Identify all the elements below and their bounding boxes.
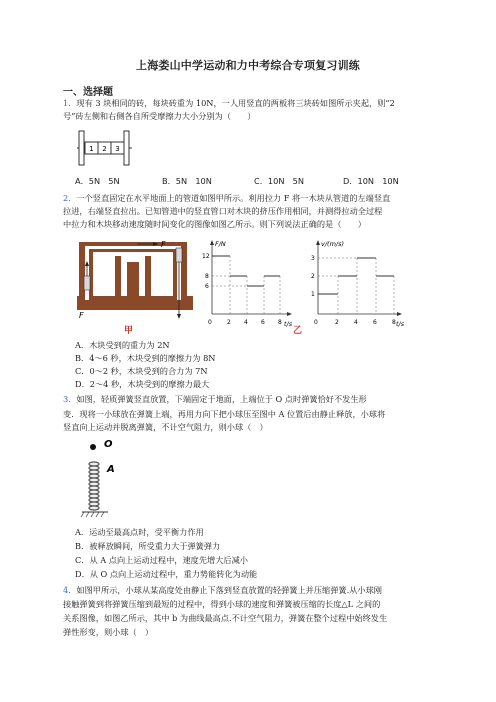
graph1-xtick-0: 0 xyxy=(208,319,212,326)
point-a-label: A xyxy=(107,464,115,475)
graph1-ytick-6: 6 xyxy=(205,283,209,290)
q1-brick-figure xyxy=(75,129,135,167)
q2-line1 xyxy=(63,193,390,204)
q3-number: 3． xyxy=(63,394,77,404)
q4-line3: 关系图像，如图乙所示，其中 b 为曲线最高点.不计空气阻力，弹簧在整个过程中始终发生 xyxy=(63,613,388,623)
q2-graphs-figure xyxy=(200,236,420,336)
wood-block-right xyxy=(176,248,182,262)
right-board xyxy=(124,131,129,165)
graph2-xtick-0: 0 xyxy=(314,319,318,326)
figure-label-jia: 甲 xyxy=(124,326,134,336)
q2-line3: 中拉力和木块移动速度随时间变化的图像如图乙所示。则下列说法正确的是（ ） xyxy=(63,219,366,229)
q3-line1 xyxy=(63,394,367,405)
force-label-left: F xyxy=(79,311,84,320)
q1-option-c[interactable]: C．10N 5N xyxy=(254,176,304,186)
force-time-graph xyxy=(202,240,293,328)
left-board xyxy=(79,131,84,165)
section-heading: 一、选择题 xyxy=(63,87,113,98)
q1-line2: 号”砖左侧和右侧各自所受摩擦力大小分别为（ ） xyxy=(63,111,256,121)
q1-option-a[interactable]: A．5N 5N xyxy=(75,176,120,186)
q1-text1: 现有 3 块相同的砖，每块砖重为 10N，一人用竖直的两板将三块砖如图所示夹起，则“2 xyxy=(76,98,395,108)
q3-option-d[interactable]: D．从 O 点向上运动过程中，重力势能转化为动能 xyxy=(75,569,258,579)
graph1-xtick-2: 2 xyxy=(227,319,231,326)
graph2-ylabel: v/(m/s) xyxy=(321,240,345,248)
q2-option-b[interactable]: B．4～6 秒，木块受到的摩擦力为 8N xyxy=(75,353,216,363)
graph1-xtick-4: 4 xyxy=(244,319,248,326)
graph2-xlabel: t/s xyxy=(396,320,405,328)
q4-text1: 如图甲所示，小球从某高度处由静止下落到竖直放置的轻弹簧上并压缩弹簧.从小球刚 xyxy=(76,585,382,595)
wood-block-left xyxy=(84,276,90,290)
q1-option-d[interactable]: D．10N 10N xyxy=(343,176,399,186)
graph2-xtick-6: 6 xyxy=(373,319,377,326)
spring xyxy=(89,462,99,510)
force-label-top: F xyxy=(161,240,166,249)
ground-hatch xyxy=(81,512,104,517)
graph1-ylabel: F/N xyxy=(215,240,226,248)
q3-text1: 如图，轻质弹簧竖直放置，下端固定于地面，上端位于 O 点时弹簧恰好不发生形 xyxy=(76,394,367,404)
q1-number: 1． xyxy=(63,98,77,108)
point-o-label: O xyxy=(104,439,113,450)
q2-text1: 一个竖直固定在水平地面上的管道如图甲所示。利用拉力 F 将一木块从管道的左端竖直 xyxy=(76,193,391,203)
q2-number: 2． xyxy=(63,193,77,203)
graph1-xlabel: t/s xyxy=(284,320,293,328)
q3-option-a[interactable]: A．运动至最高点时，受平衡力作用 xyxy=(75,527,204,537)
q4-line4: 弹性形变，则小球（ ） xyxy=(63,627,154,637)
graph1-xtick-6: 6 xyxy=(261,319,265,326)
graph2-ytick-1: 1 xyxy=(311,291,315,298)
graph2-xtick-8: 8 xyxy=(392,319,396,326)
graph1-ytick-8: 8 xyxy=(205,273,209,280)
ground xyxy=(77,296,193,310)
graph2-ytick-3: 3 xyxy=(311,255,315,262)
q2-line2: 拉进，右端竖直拉出。已知管道中的竖直管口对木块的挤压作用相同，并测得拉动全过程 xyxy=(63,206,383,216)
velocity-time-graph xyxy=(311,240,405,328)
q1-line1 xyxy=(63,98,395,109)
ball xyxy=(90,444,96,450)
graph2-ytick-2: 2 xyxy=(311,273,315,280)
q3-spring-figure xyxy=(80,438,140,522)
graph1-xtick-8: 8 xyxy=(278,319,282,326)
q2-pipe-figure xyxy=(75,236,195,322)
graph2-xtick-2: 2 xyxy=(335,319,339,326)
q2-option-d[interactable]: D．2～4 秒，木块受到的摩擦力最大 xyxy=(75,379,210,389)
brick-label-3: 3 xyxy=(115,145,120,153)
brick-label-1: 1 xyxy=(89,145,94,153)
q3-line2: 变．现将一小球放在弹簧上端，再用力向下把小球压至图中 A 位置后由静止释放，小球将 xyxy=(63,409,386,419)
page-title: 上海娄山中学运动和力中考综合专项复习训练 xyxy=(136,59,360,72)
q2-option-c[interactable]: C．0～2 秒，木块受到的合力为 7N xyxy=(75,366,208,376)
q4-line1 xyxy=(63,585,382,596)
graph2-xtick-4: 4 xyxy=(354,319,358,326)
q2-option-a[interactable]: A．木块受到的重力为 2N xyxy=(75,340,170,350)
q3-option-c[interactable]: C．从 A 点向上运动过程中，速度先增大后减小 xyxy=(75,555,248,565)
q4-line2: 接触弹簧到将弹簧压缩到最短的过程中，得到小球的速度和弹簧被压缩的长度△L 之间的 xyxy=(63,599,381,609)
q3-line3: 竖直向上运动并脱离弹簧，不计空气阻力，则小球（ ） xyxy=(63,422,268,432)
graph1-ytick-12: 12 xyxy=(202,253,210,260)
q4-number: 4． xyxy=(63,585,77,595)
brick-label-2: 2 xyxy=(102,145,107,153)
figure-label-yi: 乙 xyxy=(293,326,303,336)
q3-option-b[interactable]: B．被释放瞬间，所受重力大于弹簧弹力 xyxy=(75,541,221,551)
q1-option-b[interactable]: B．5N 10N xyxy=(162,176,212,186)
